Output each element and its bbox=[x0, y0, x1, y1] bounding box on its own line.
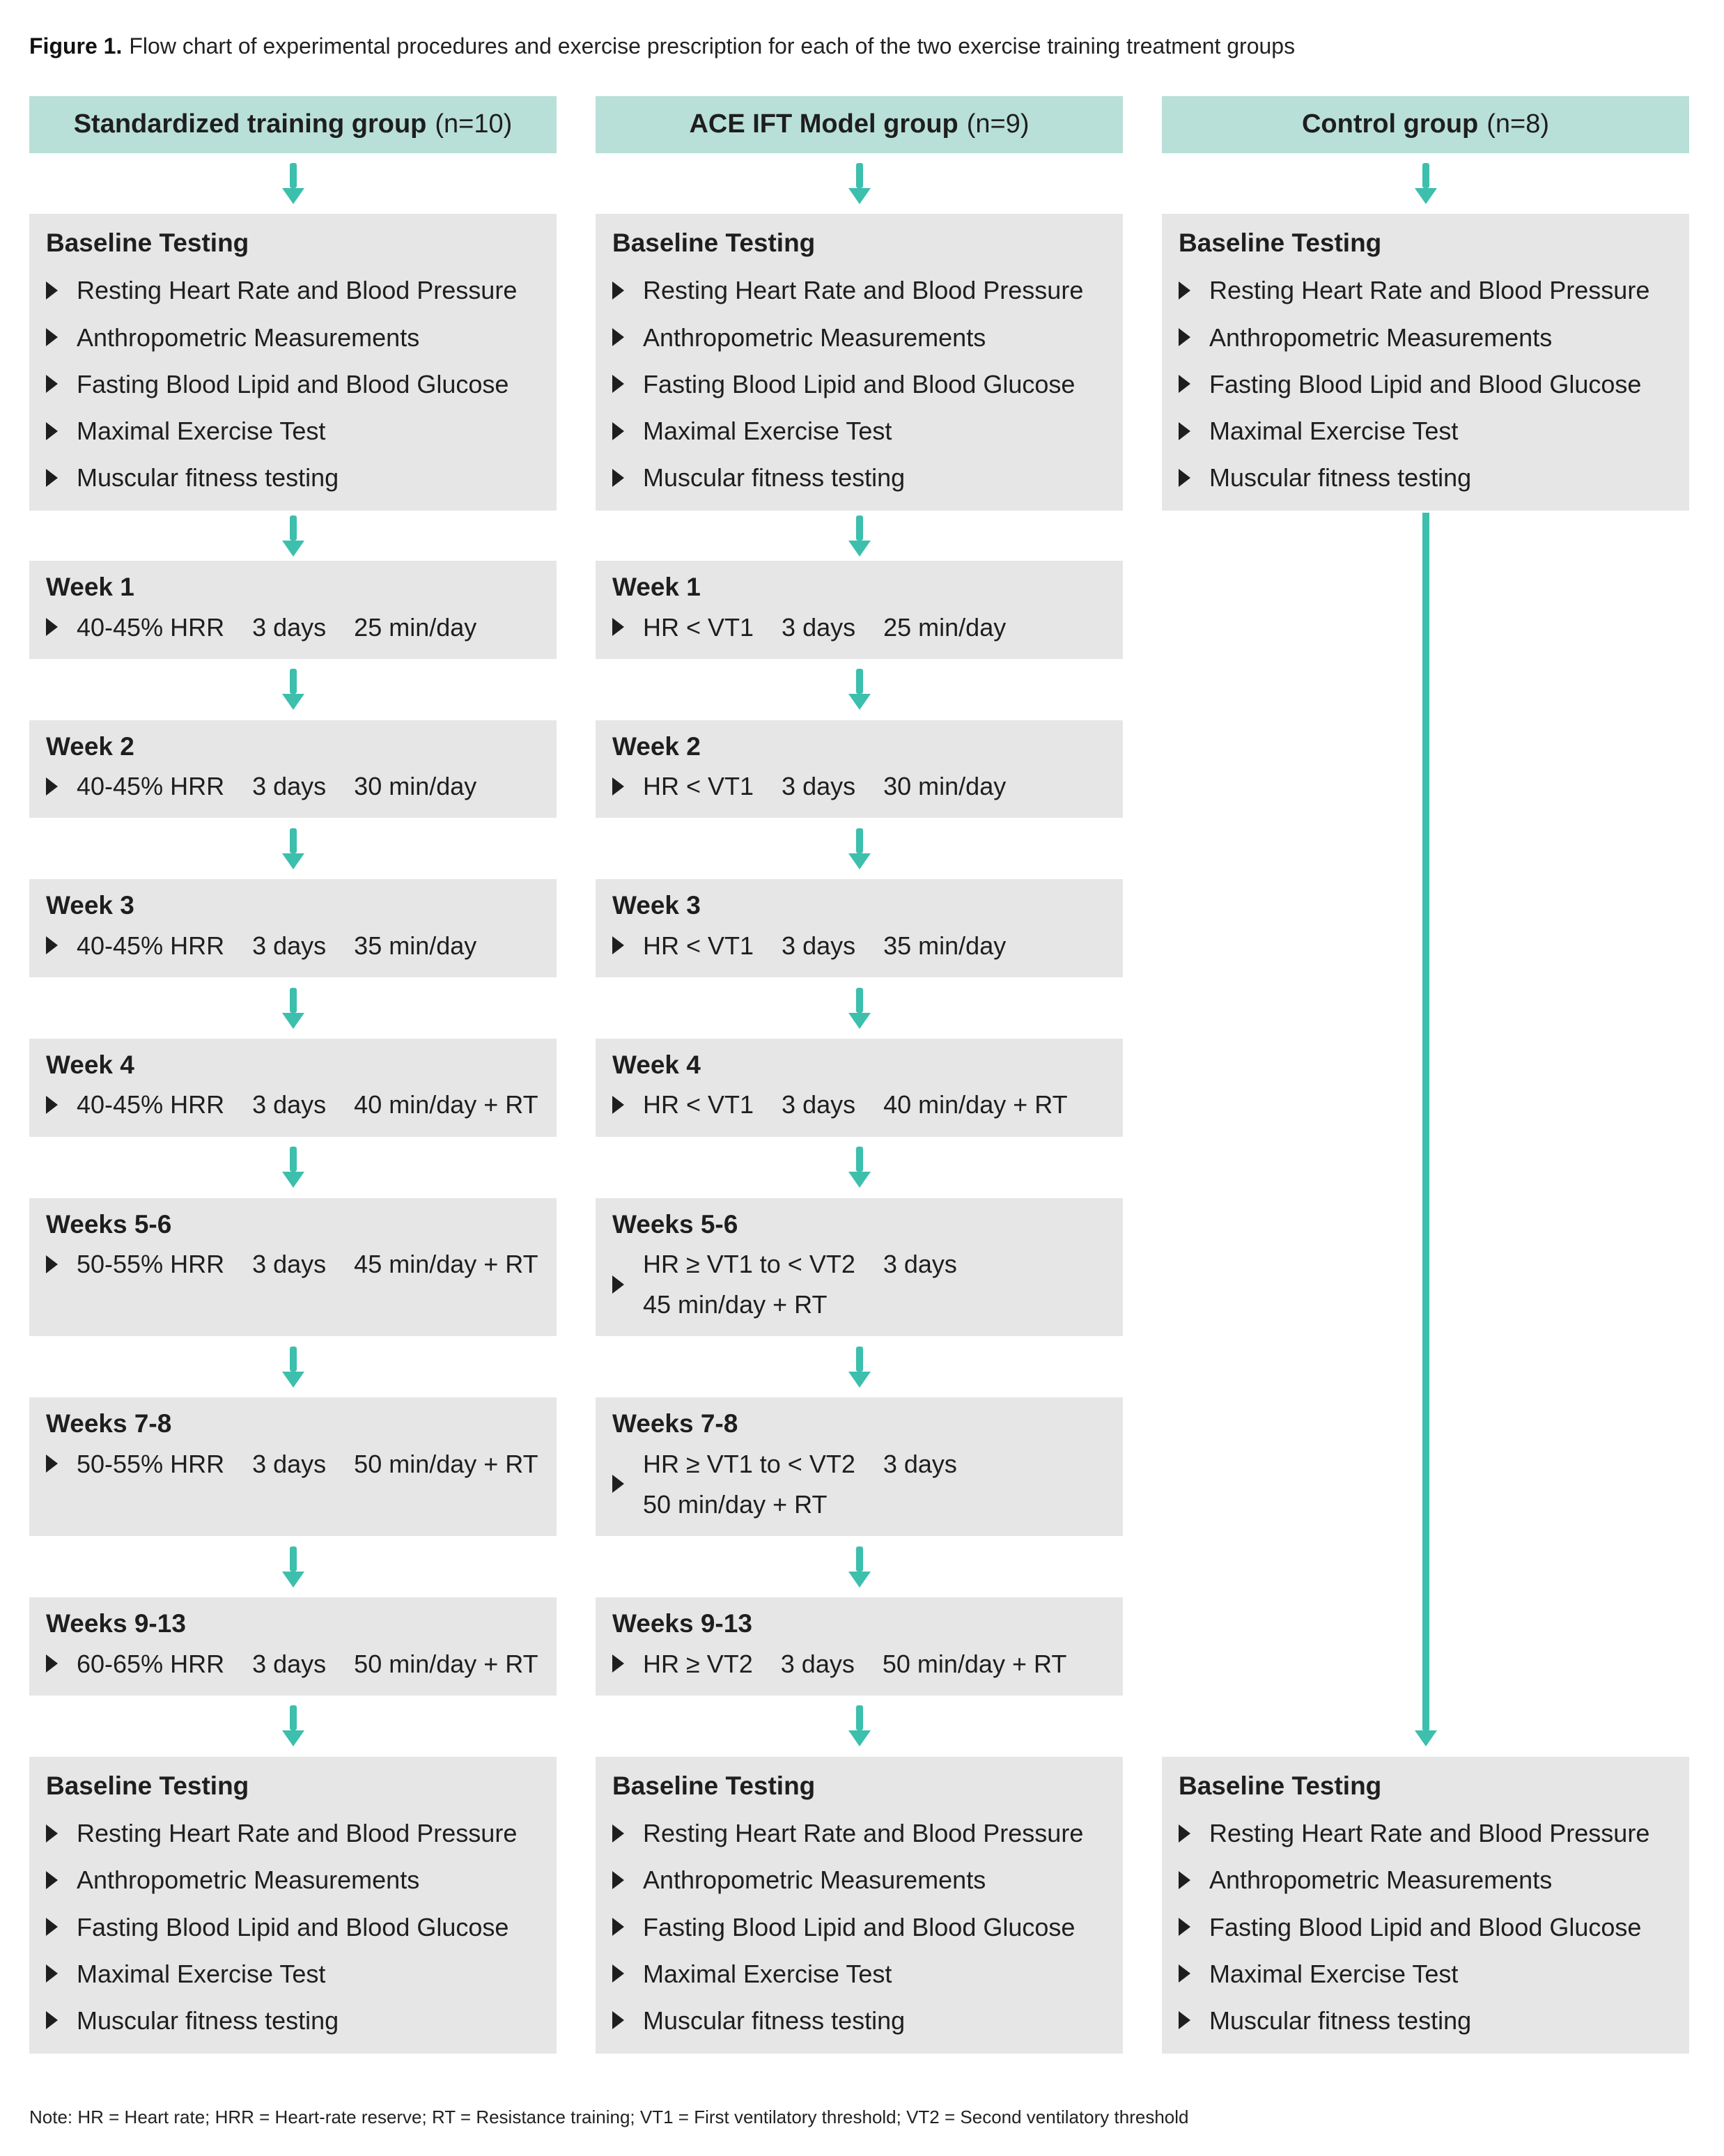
flow-chart bbox=[29, 96, 1689, 2054]
arrow-head bbox=[848, 1172, 871, 1188]
bullet-triangle-icon bbox=[46, 2011, 58, 2029]
arrow-stem bbox=[856, 1347, 863, 1372]
baseline-item-text: Fasting Blood Lipid and Blood Glucose bbox=[643, 369, 1075, 398]
baseline-item bbox=[612, 463, 1106, 493]
baseline-item bbox=[46, 1818, 540, 1848]
bullet-triangle-icon bbox=[612, 1654, 624, 1673]
bullet-triangle-icon bbox=[612, 469, 624, 487]
arrow-stem bbox=[1422, 163, 1429, 188]
bullet-triangle-icon bbox=[612, 1475, 624, 1493]
baseline-item-text: Muscular fitness testing bbox=[1209, 2006, 1472, 2035]
frequency: 3 days bbox=[252, 1649, 327, 1678]
intensity: HR < VT1 bbox=[643, 772, 754, 801]
group-n: (n=8) bbox=[1486, 109, 1550, 139]
down-arrow-icon bbox=[596, 659, 1123, 720]
week-title: Weeks 7-8 bbox=[46, 1409, 172, 1438]
frequency: 3 days bbox=[252, 931, 327, 960]
down-arrow-icon bbox=[29, 659, 557, 720]
group-name: Standardized training group bbox=[73, 109, 427, 139]
baseline-item bbox=[1179, 416, 1672, 446]
week-box bbox=[596, 1198, 1123, 1337]
week-bullet bbox=[46, 771, 540, 801]
arrow-head bbox=[848, 188, 871, 204]
bullet-triangle-icon bbox=[46, 1964, 58, 1983]
arrow-stem bbox=[856, 1546, 863, 1572]
baseline-item bbox=[612, 1912, 1106, 1942]
arrow-head bbox=[282, 694, 304, 710]
bullet-triangle-icon bbox=[46, 1255, 58, 1273]
intensity: HR < VT1 bbox=[643, 612, 754, 642]
bullet-triangle-icon bbox=[46, 1096, 58, 1114]
footnote: Note: HR = Heart rate; HRR = Heart-rate reserve; RT = Resistance training; VT1 = First ventilatory threshold; VT2 = Second ventilatory threshold bbox=[29, 2107, 1189, 2128]
arrow-stem bbox=[290, 515, 297, 541]
bullet-triangle-icon bbox=[1179, 1964, 1190, 1983]
week-title: Week 1 bbox=[46, 573, 134, 602]
intensity: 40-45% HRR bbox=[77, 772, 225, 801]
arrow-head bbox=[1415, 188, 1437, 204]
bullet-triangle-icon bbox=[612, 1275, 624, 1294]
bullet-triangle-icon bbox=[46, 469, 58, 487]
baseline-item-text: Resting Heart Rate and Blood Pressure bbox=[1209, 1819, 1650, 1848]
down-arrow-icon bbox=[29, 1536, 557, 1597]
baseline-item bbox=[1179, 1865, 1672, 1895]
frequency: 3 days bbox=[252, 612, 327, 642]
week-bullet bbox=[612, 931, 1106, 961]
bullet-triangle-icon bbox=[612, 281, 624, 300]
arrow-stem bbox=[1422, 513, 1429, 1730]
frequency: 3 days bbox=[782, 931, 856, 960]
frequency: 3 days bbox=[883, 1250, 957, 1279]
arrow-head bbox=[282, 1172, 304, 1188]
baseline-item-text: Maximal Exercise Test bbox=[1209, 1959, 1459, 1988]
arrow-stem bbox=[856, 515, 863, 541]
week-bullet bbox=[612, 1249, 1106, 1319]
baseline-item bbox=[612, 323, 1106, 352]
baseline-item bbox=[1179, 1912, 1672, 1942]
week-title: Week 1 bbox=[612, 573, 701, 602]
week-title: Weeks 7-8 bbox=[612, 1409, 738, 1438]
week-title: Week 4 bbox=[612, 1050, 701, 1080]
arrow-stem bbox=[290, 1705, 297, 1730]
baseline-item bbox=[612, 369, 1106, 399]
week-bullet bbox=[46, 1449, 540, 1479]
bullet-triangle-icon bbox=[612, 936, 624, 954]
bullet-triangle-icon bbox=[612, 1918, 624, 1936]
week-bullet bbox=[46, 931, 540, 961]
bullet-triangle-icon bbox=[612, 1871, 624, 1889]
down-arrow-icon bbox=[29, 977, 557, 1039]
duration: 45 min/day + RT bbox=[354, 1250, 538, 1279]
down-arrow-icon bbox=[1162, 153, 1689, 214]
group-n: (n=9) bbox=[966, 109, 1030, 139]
control-long-arrow-icon bbox=[1162, 511, 1689, 1756]
bullet-triangle-icon bbox=[1179, 469, 1190, 487]
group-name: Control group bbox=[1301, 109, 1479, 139]
baseline-list bbox=[46, 275, 540, 493]
baseline-list bbox=[612, 275, 1106, 493]
arrow-stem bbox=[290, 1147, 297, 1172]
week-title: Weeks 9-13 bbox=[612, 1609, 752, 1638]
arrow-stem bbox=[290, 163, 297, 188]
down-arrow-icon bbox=[29, 153, 557, 214]
week-box bbox=[596, 1397, 1123, 1536]
week-title: Week 2 bbox=[612, 731, 701, 761]
arrow-stem bbox=[290, 988, 297, 1013]
baseline-item-text: Resting Heart Rate and Blood Pressure bbox=[77, 276, 518, 305]
arrow-stem bbox=[856, 828, 863, 853]
down-arrow-icon bbox=[596, 1336, 1123, 1397]
arrow-head bbox=[282, 541, 304, 557]
week-box bbox=[596, 1039, 1123, 1137]
bullet-triangle-icon bbox=[1179, 1918, 1190, 1936]
duration: 40 min/day + RT bbox=[354, 1090, 538, 1119]
baseline-item bbox=[46, 275, 540, 305]
duration: 35 min/day bbox=[883, 931, 1007, 960]
arrow-head bbox=[848, 1013, 871, 1029]
bullet-triangle-icon bbox=[1179, 281, 1190, 300]
down-arrow-icon bbox=[29, 511, 557, 561]
down-arrow-icon bbox=[29, 1696, 557, 1757]
bullet-triangle-icon bbox=[1179, 328, 1190, 346]
baseline-item-text: Muscular fitness testing bbox=[1209, 463, 1472, 493]
arrow-stem bbox=[290, 1347, 297, 1372]
arrow-head bbox=[282, 1730, 304, 1746]
frequency: 3 days bbox=[252, 772, 327, 801]
baseline-item-text: Anthropometric Measurements bbox=[643, 323, 986, 352]
baseline-title: Baseline Testing bbox=[46, 228, 249, 257]
baseline-item-text: Maximal Exercise Test bbox=[77, 416, 326, 445]
baseline-item-text: Anthropometric Measurements bbox=[77, 1866, 420, 1895]
intensity: HR ≥ VT1 to < VT2 bbox=[643, 1449, 855, 1478]
arrow-stem bbox=[290, 669, 297, 694]
baseline-item-text: Maximal Exercise Test bbox=[643, 1959, 892, 1988]
week-bullet bbox=[612, 771, 1106, 801]
bullet-triangle-icon bbox=[612, 1824, 624, 1843]
bullet-triangle-icon bbox=[46, 328, 58, 346]
intensity: 40-45% HRR bbox=[77, 1090, 225, 1119]
arrow-stem bbox=[856, 163, 863, 188]
baseline-testing-box-bottom bbox=[29, 1757, 557, 2054]
week-box bbox=[596, 879, 1123, 977]
baseline-list bbox=[1179, 1818, 1672, 2035]
bullet-triangle-icon bbox=[612, 1096, 624, 1114]
frequency: 3 days bbox=[782, 612, 856, 642]
baseline-item-text: Anthropometric Measurements bbox=[77, 323, 420, 352]
bullet-triangle-icon bbox=[46, 422, 58, 440]
baseline-item-text: Resting Heart Rate and Blood Pressure bbox=[643, 1819, 1084, 1848]
baseline-testing-box-top bbox=[596, 214, 1123, 511]
bullet-triangle-icon bbox=[46, 1871, 58, 1889]
arrow-stem bbox=[856, 988, 863, 1013]
group-header-control bbox=[1162, 96, 1689, 153]
bullet-triangle-icon bbox=[612, 618, 624, 636]
intensity: 60-65% HRR bbox=[77, 1649, 225, 1678]
duration: 25 min/day bbox=[883, 612, 1007, 642]
bullet-triangle-icon bbox=[1179, 422, 1190, 440]
arrow-head bbox=[282, 1572, 304, 1588]
week-title: Week 3 bbox=[46, 891, 134, 920]
arrow-stem bbox=[856, 669, 863, 694]
baseline-item bbox=[46, 416, 540, 446]
week-box bbox=[596, 561, 1123, 659]
baseline-item bbox=[1179, 369, 1672, 399]
duration: 50 min/day + RT bbox=[643, 1489, 828, 1519]
bullet-triangle-icon bbox=[612, 1964, 624, 1983]
baseline-item bbox=[46, 463, 540, 493]
week-bullet bbox=[612, 1649, 1106, 1679]
baseline-list bbox=[46, 1818, 540, 2035]
arrow-stem bbox=[856, 1705, 863, 1730]
baseline-item bbox=[46, 1912, 540, 1942]
baseline-testing-box-top bbox=[1162, 214, 1689, 511]
group-name: ACE IFT Model group bbox=[689, 109, 958, 139]
bullet-triangle-icon bbox=[46, 1824, 58, 1843]
week-bullet bbox=[46, 1089, 540, 1119]
bullet-triangle-icon bbox=[46, 618, 58, 636]
baseline-item bbox=[1179, 2006, 1672, 2035]
baseline-item-text: Fasting Blood Lipid and Blood Glucose bbox=[643, 1912, 1075, 1941]
baseline-item bbox=[1179, 275, 1672, 305]
bullet-triangle-icon bbox=[612, 2011, 624, 2029]
arrow-head bbox=[848, 853, 871, 869]
frequency: 3 days bbox=[883, 1449, 957, 1478]
frequency: 3 days bbox=[782, 772, 856, 801]
bullet-triangle-icon bbox=[46, 936, 58, 954]
down-arrow-icon bbox=[29, 1336, 557, 1397]
arrow-head bbox=[282, 188, 304, 204]
frequency: 3 days bbox=[780, 1649, 855, 1678]
week-box bbox=[29, 720, 557, 819]
baseline-item bbox=[612, 1818, 1106, 1848]
baseline-item-text: Fasting Blood Lipid and Blood Glucose bbox=[1209, 369, 1642, 398]
intensity: 50-55% HRR bbox=[77, 1250, 225, 1279]
down-arrow-icon bbox=[29, 818, 557, 879]
baseline-item-text: Resting Heart Rate and Blood Pressure bbox=[1209, 276, 1650, 305]
bullet-triangle-icon bbox=[46, 1654, 58, 1673]
duration: 30 min/day bbox=[354, 772, 477, 801]
week-bullet bbox=[612, 612, 1106, 642]
baseline-title: Baseline Testing bbox=[612, 228, 816, 257]
baseline-item bbox=[46, 369, 540, 399]
week-box bbox=[29, 1597, 557, 1696]
arrow-stem bbox=[290, 1546, 297, 1572]
baseline-item-text: Resting Heart Rate and Blood Pressure bbox=[643, 276, 1084, 305]
duration: 50 min/day + RT bbox=[882, 1649, 1067, 1678]
bullet-triangle-icon bbox=[612, 422, 624, 440]
down-arrow-icon bbox=[596, 1137, 1123, 1198]
intensity: HR < VT1 bbox=[643, 931, 754, 960]
down-arrow-icon bbox=[596, 1536, 1123, 1597]
baseline-item bbox=[612, 416, 1106, 446]
week-bullet bbox=[612, 1449, 1106, 1519]
figure-caption bbox=[29, 32, 1689, 60]
week-title: Weeks 5-6 bbox=[612, 1209, 738, 1239]
intensity: 40-45% HRR bbox=[77, 612, 225, 642]
baseline-item bbox=[46, 1959, 540, 1989]
arrow-stem bbox=[856, 1147, 863, 1172]
duration: 50 min/day + RT bbox=[354, 1449, 538, 1478]
duration: 35 min/day bbox=[354, 931, 477, 960]
down-arrow-icon bbox=[596, 1696, 1123, 1757]
duration: 40 min/day + RT bbox=[883, 1090, 1068, 1119]
baseline-title: Baseline Testing bbox=[1179, 1771, 1382, 1800]
baseline-item-text: Resting Heart Rate and Blood Pressure bbox=[77, 1819, 518, 1848]
intensity: HR ≥ VT2 bbox=[643, 1649, 753, 1678]
baseline-item bbox=[1179, 463, 1672, 493]
baseline-item-text: Muscular fitness testing bbox=[77, 2006, 339, 2035]
arrow-head bbox=[282, 1013, 304, 1029]
baseline-item bbox=[46, 2006, 540, 2035]
baseline-testing-box-top bbox=[29, 214, 557, 511]
baseline-item-text: Anthropometric Measurements bbox=[1209, 323, 1553, 352]
arrow-head bbox=[1415, 1730, 1437, 1746]
arrow-head bbox=[282, 1372, 304, 1388]
baseline-title: Baseline Testing bbox=[1179, 228, 1382, 257]
baseline-item bbox=[1179, 1959, 1672, 1989]
baseline-list bbox=[612, 1818, 1106, 2035]
baseline-item bbox=[612, 1959, 1106, 1989]
week-title: Week 4 bbox=[46, 1050, 134, 1080]
arrow-head bbox=[848, 1730, 871, 1746]
week-box bbox=[29, 1397, 557, 1536]
down-arrow-icon bbox=[596, 153, 1123, 214]
bullet-triangle-icon bbox=[46, 1918, 58, 1936]
baseline-testing-box-bottom bbox=[1162, 1757, 1689, 2054]
week-box bbox=[29, 879, 557, 977]
frequency: 3 days bbox=[252, 1250, 327, 1279]
baseline-item bbox=[1179, 323, 1672, 352]
group-header-ace-ift bbox=[596, 96, 1123, 153]
baseline-item-text: Anthropometric Measurements bbox=[643, 1866, 986, 1895]
intensity: 50-55% HRR bbox=[77, 1449, 225, 1478]
frequency: 3 days bbox=[252, 1090, 327, 1119]
bullet-triangle-icon bbox=[1179, 1824, 1190, 1843]
week-bullet bbox=[46, 1649, 540, 1679]
baseline-testing-box-bottom bbox=[596, 1757, 1123, 2054]
week-box bbox=[29, 1039, 557, 1137]
arrow-head bbox=[848, 1372, 871, 1388]
group-n: (n=10) bbox=[435, 109, 513, 139]
figure-caption-text: Flow chart of experimental procedures and exercise prescription for each of the two exercise training treatment groups bbox=[129, 33, 1296, 59]
arrow-head bbox=[848, 1572, 871, 1588]
bullet-triangle-icon bbox=[612, 777, 624, 796]
arrow-head bbox=[282, 853, 304, 869]
baseline-item-text: Anthropometric Measurements bbox=[1209, 1866, 1553, 1895]
frequency: 3 days bbox=[252, 1449, 327, 1478]
bullet-triangle-icon bbox=[1179, 2011, 1190, 2029]
bullet-triangle-icon bbox=[612, 375, 624, 393]
bullet-triangle-icon bbox=[612, 328, 624, 346]
baseline-title: Baseline Testing bbox=[612, 1771, 816, 1800]
baseline-item-text: Maximal Exercise Test bbox=[77, 1959, 326, 1988]
baseline-title: Baseline Testing bbox=[46, 1771, 249, 1800]
bullet-triangle-icon bbox=[1179, 1871, 1190, 1889]
bullet-triangle-icon bbox=[46, 777, 58, 796]
intensity: 40-45% HRR bbox=[77, 931, 225, 960]
down-arrow-icon bbox=[596, 818, 1123, 879]
baseline-item-text: Muscular fitness testing bbox=[643, 463, 906, 493]
week-title: Week 2 bbox=[46, 731, 134, 761]
week-title: Weeks 9-13 bbox=[46, 1609, 186, 1638]
week-box bbox=[596, 720, 1123, 819]
arrow-stem bbox=[290, 828, 297, 853]
baseline-item bbox=[612, 275, 1106, 305]
baseline-item-text: Fasting Blood Lipid and Blood Glucose bbox=[77, 369, 509, 398]
figure-label: Figure 1. bbox=[29, 33, 123, 59]
week-box bbox=[29, 1198, 557, 1337]
baseline-item bbox=[46, 323, 540, 352]
baseline-item-text: Fasting Blood Lipid and Blood Glucose bbox=[77, 1912, 509, 1941]
baseline-item-text: Maximal Exercise Test bbox=[643, 416, 892, 445]
baseline-item-text: Muscular fitness testing bbox=[77, 463, 339, 493]
week-bullet bbox=[612, 1089, 1106, 1119]
baseline-item-text: Maximal Exercise Test bbox=[1209, 416, 1459, 445]
frequency: 3 days bbox=[782, 1090, 856, 1119]
duration: 45 min/day + RT bbox=[643, 1290, 828, 1319]
duration: 25 min/day bbox=[354, 612, 477, 642]
week-box bbox=[596, 1597, 1123, 1696]
arrow-head bbox=[848, 541, 871, 557]
baseline-item bbox=[1179, 1818, 1672, 1848]
bullet-triangle-icon bbox=[46, 375, 58, 393]
baseline-item bbox=[612, 2006, 1106, 2035]
baseline-list bbox=[1179, 275, 1672, 493]
week-bullet bbox=[46, 612, 540, 642]
week-title: Weeks 5-6 bbox=[46, 1209, 172, 1239]
intensity: HR < VT1 bbox=[643, 1090, 754, 1119]
down-arrow-icon bbox=[29, 1137, 557, 1198]
down-arrow-icon bbox=[596, 977, 1123, 1039]
bullet-triangle-icon bbox=[1179, 375, 1190, 393]
week-box bbox=[29, 561, 557, 659]
week-bullet bbox=[46, 1249, 540, 1279]
bullet-triangle-icon bbox=[46, 1455, 58, 1473]
baseline-item-text: Muscular fitness testing bbox=[643, 2006, 906, 2035]
baseline-item bbox=[46, 1865, 540, 1895]
week-title: Week 3 bbox=[612, 891, 701, 920]
baseline-item bbox=[612, 1865, 1106, 1895]
group-header-standardized bbox=[29, 96, 557, 153]
duration: 50 min/day + RT bbox=[354, 1649, 538, 1678]
bullet-triangle-icon bbox=[46, 281, 58, 300]
arrow-head bbox=[848, 694, 871, 710]
down-arrow-icon bbox=[596, 511, 1123, 561]
baseline-item-text: Fasting Blood Lipid and Blood Glucose bbox=[1209, 1912, 1642, 1941]
intensity: HR ≥ VT1 to < VT2 bbox=[643, 1250, 855, 1279]
duration: 30 min/day bbox=[883, 772, 1007, 801]
